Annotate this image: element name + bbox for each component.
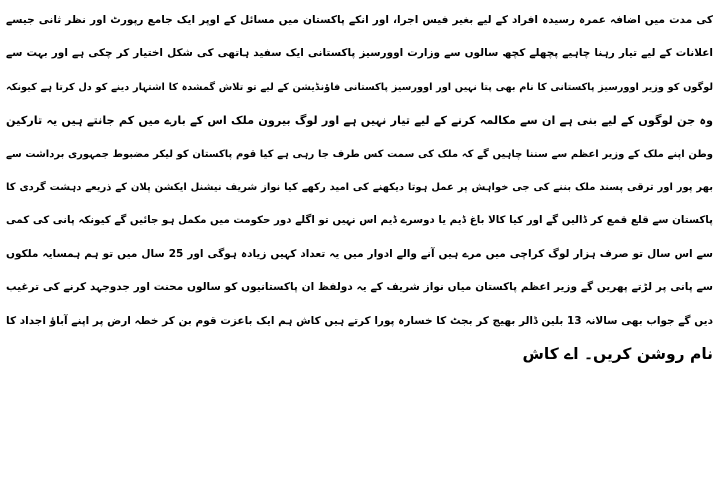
text-line: سے اس سال تو صرف ہزار لوگ کراچی میں مرے ہیں آنے والے ادوار میں یہ تعداد کہیں زیادہ ہوگی اور 25 سال میں تو ہم ہمسایہ ملکوں (6, 247, 713, 260)
text-line: سے پانی پر لڑتے پھریں گے وزیر اعظم پاکستان میاں نواز شریف کے یہ دولفظ ان پاکستانیوں کو سالوں محنت اور جدوجہد کرنے کی ترغیب (6, 281, 713, 294)
text-line: دیں گے جواب بھی سالانہ 13 بلین ڈالر بھیج کر بجٹ کا خسارہ پورا کرتے ہیں کاش ہم ایک باعزت قوم بن کر خطہ ارض پر اپنے آباؤ اجداد کا (6, 314, 713, 327)
urdu-article-text (6, 4, 713, 371)
text-line: کی مدت میں اضافہ عمرہ رسیدہ افراد کے لیے بغیر فیس اجرا، اور انکے پاکستان میں مسائل کے اوپر ایک جامع رپورٹ اور نظر ثانی جیسے (6, 14, 713, 26)
text-line: پاکستان سے قلع قمع کر ڈالیں گے اور کیا کالا باغ ڈیم یا دوسرے ڈیم اس نہیں تو اگلے دور حکومت میں مکمل ہو جائیں گے کیونکہ پانی کی کمی (6, 214, 713, 227)
text-line: بھر پور اور ترقی پسند ملک بننے کی جی خواہش پر عمل ہوتا دیکھنے کی امید رکھے کیا نواز شریف نیشنل ایکشن پلان کے ذریعے دہشت گردی کا (6, 181, 713, 193)
text-line: اعلانات کے لیے تیار رہنا چاہیے پچھلے کچھ سالوں سے وزارت اوورسیز پاکستانی ایک سفید ہاتھی کی شکل اختیار کر چکی ہے اور بہت سے (6, 47, 713, 60)
text-line: وطن اپنے ملک کے وزیر اعظم سے سننا چاہیں گے کہ ملک کی سمت کس طرف جا رہی ہے کیا قوم پاکستان کو لیکر مضبوط جمہوری برداشت سے (6, 148, 713, 160)
text-line: وہ جن لوگوں کے لیے بنی ہے ان سے مکالمہ کرنے کے لیے تیار نہیں ہے اور لوگ بیرون ملک اس کے بارے میں کم جانتے ہیں یہ تارکین (6, 114, 713, 128)
text-line-last: نام روشن کریں۔ اے کاش (522, 344, 713, 363)
text-line: لوگوں کو وزیر اوورسیز پاکستانی کا نام بھی پتا نہیں اور اوورسیز پاکستانی فاؤنڈیشن کے لیے تو تلاش گمشدہ کا اشتہار دینے کو دل کرتا ہے کیونکہ (6, 81, 713, 93)
